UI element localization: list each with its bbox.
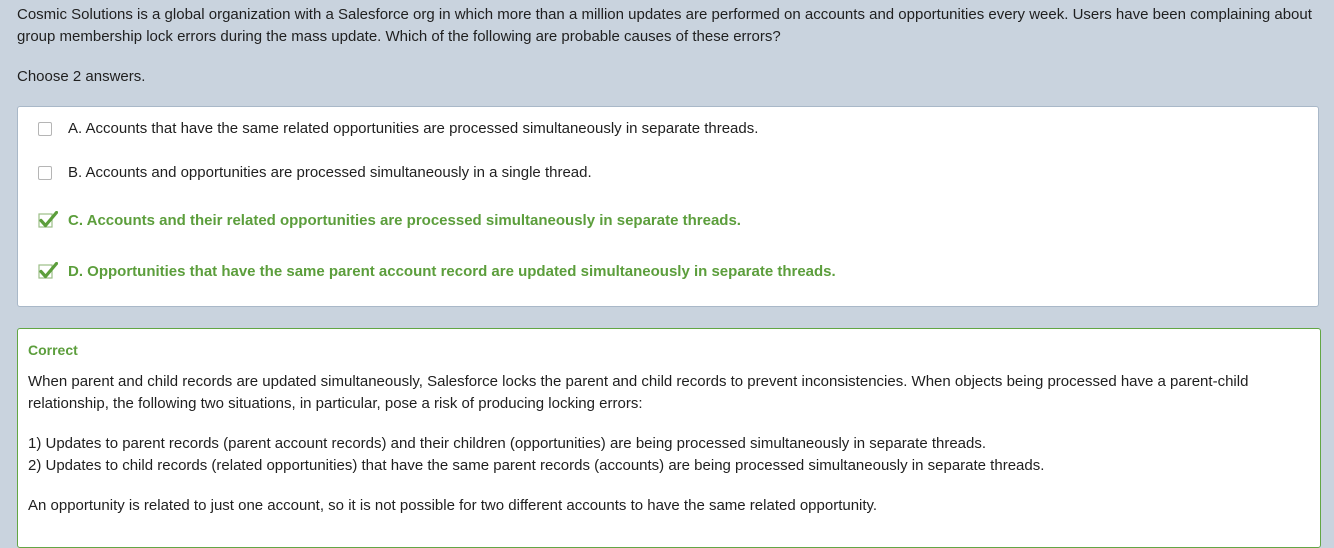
result-status: Correct [28, 342, 78, 358]
green-checkmark-icon[interactable] [38, 262, 58, 280]
option-d-label: D. Opportunities that have the same parent account record are updated simultaneously in separate threads. [68, 262, 836, 280]
option-a-label: A. Accounts that have the same related opportunities are processed simultaneously in separate threads. [68, 120, 759, 137]
checkbox-empty-icon[interactable] [38, 166, 52, 180]
green-checkmark-icon[interactable] [38, 211, 58, 229]
question-text: Cosmic Solutions is a global organization with a Salesforce org in which more than a million updates are performed on accounts and opportunities every week. Users have been complaining about group membership lock errors during the mass update. Which of the following are probable causes of these errors? [17, 6, 1312, 45]
explanation-panel [17, 328, 1321, 548]
option-c-label: C. Accounts and their related opportunities are processed simultaneously in separate threads. [68, 211, 741, 229]
explanation-point-2: 2) Updates to child records (related opportunities) that have the same parent records (accounts) are being processed simultaneously in separate threads. [28, 457, 1045, 474]
option-c[interactable] [38, 211, 741, 229]
explanation-point-1: 1) Updates to parent records (parent account records) and their children (opportunities) are being processed simultaneously in separate threads. [28, 435, 987, 452]
option-b[interactable] [38, 164, 592, 181]
option-d[interactable] [38, 262, 836, 280]
option-b-label: B. Accounts and opportunities are processed simultaneously in a single thread. [68, 164, 592, 181]
option-a[interactable] [38, 120, 758, 137]
answer-instruction: Choose 2 answers. [17, 68, 146, 85]
answer-options-panel [17, 106, 1319, 307]
checkbox-empty-icon[interactable] [38, 122, 52, 136]
explanation-paragraph: When parent and child records are updated simultaneously, Salesforce locks the parent and child records to prevent inconsistencies. When objects being processed have a parent-child relationship, the following two situations, in particular, pose a risk of producing locking errors: [28, 373, 1249, 412]
explanation-paragraph-2: An opportunity is related to just one account, so it is not possible for two different accounts to have the same related opportunity. [28, 497, 878, 514]
